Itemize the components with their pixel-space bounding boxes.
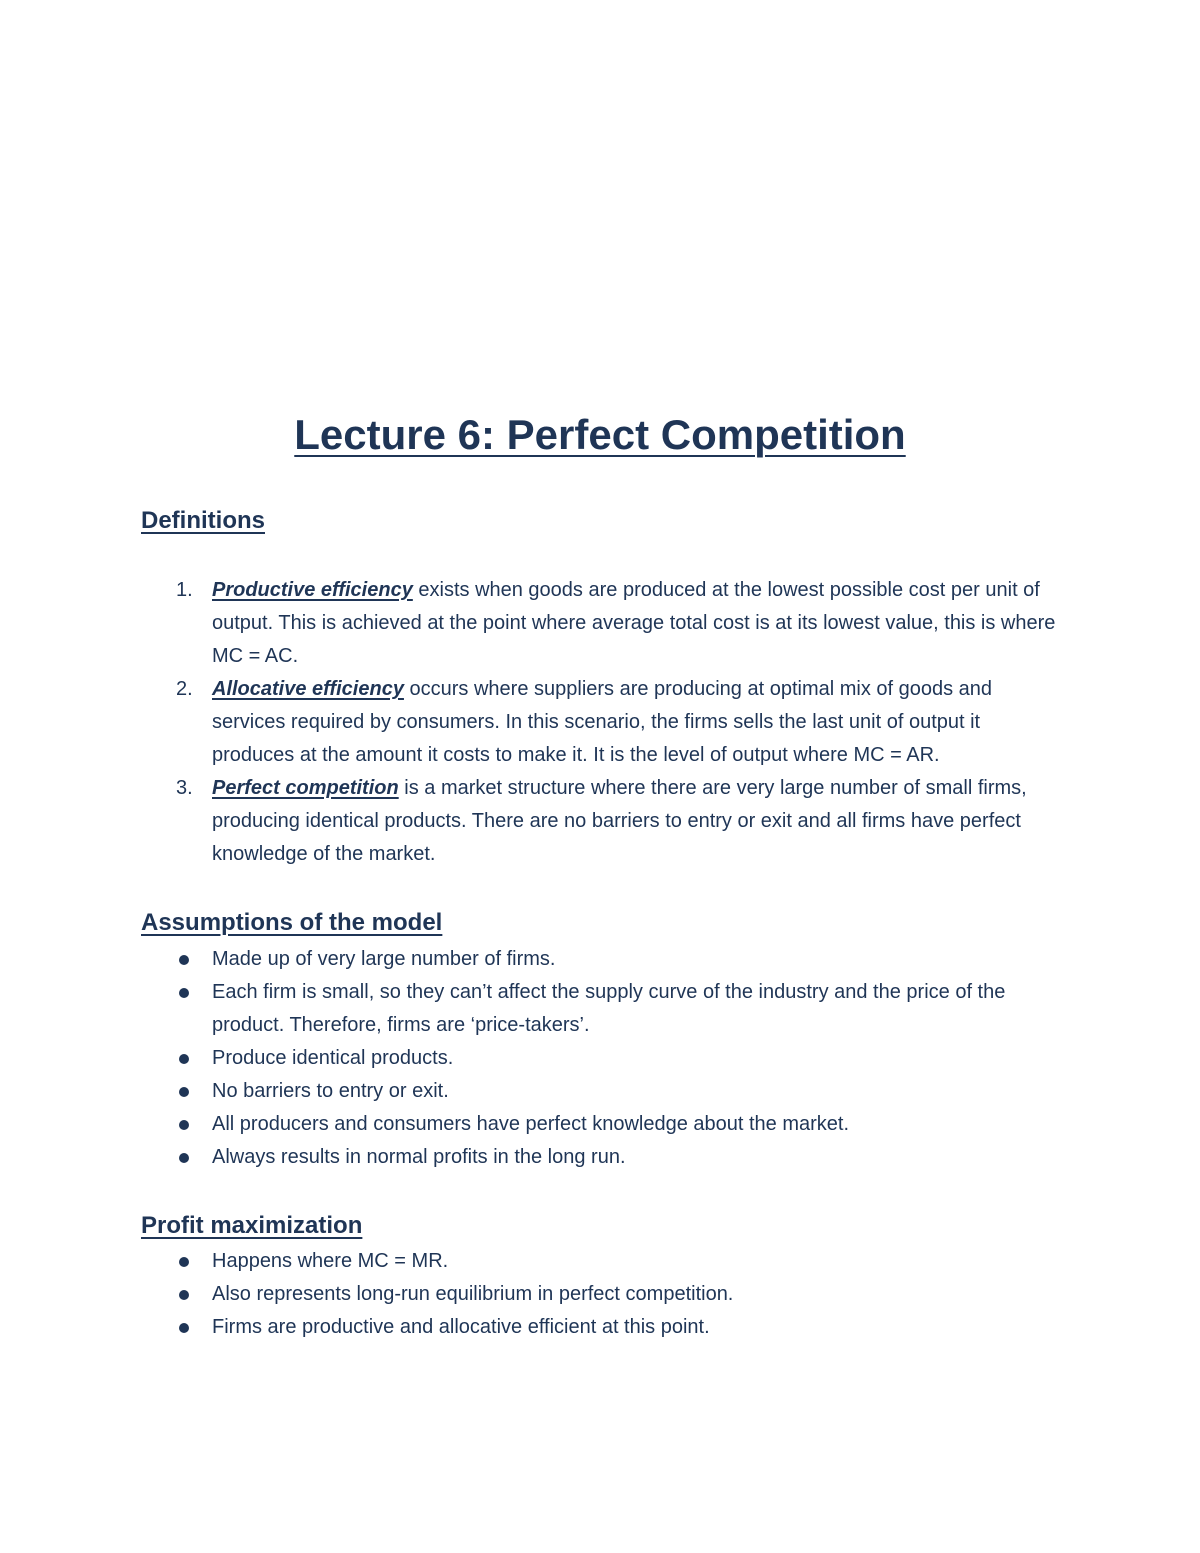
assumptions-heading: Assumptions of the model	[141, 909, 443, 936]
assumption-item	[141, 1042, 1061, 1075]
assumption-text: Produce identical products.	[212, 1047, 454, 1069]
definitions-list	[141, 574, 1061, 871]
definition-text: occurs where suppliers are producing at optimal mix of goods and services required by consumers. In this scenario, the firms sells the last unit of output it produces at the amount it costs to make it. It is the level of output where MC = AR.	[212, 678, 993, 766]
bullet-icon	[179, 955, 189, 965]
definition-item	[141, 772, 1061, 871]
profit-list	[141, 1245, 1061, 1344]
profit-text: Firms are productive and allocative efficient at this point.	[212, 1316, 710, 1338]
assumption-text: Made up of very large number of firms.	[212, 948, 556, 970]
bullet-icon	[179, 1323, 189, 1333]
bullet-icon	[179, 1120, 189, 1130]
definition-term: Productive efficiency	[212, 579, 413, 601]
profit-item	[141, 1278, 1061, 1311]
profit-text: Also represents long-run equilibrium in perfect competition.	[212, 1283, 734, 1305]
definition-item	[141, 673, 1061, 772]
list-number: 3.	[176, 777, 193, 799]
bullet-icon	[179, 988, 189, 998]
assumptions-list	[141, 943, 1061, 1174]
assumption-item	[141, 1141, 1061, 1174]
bullet-icon	[179, 1257, 189, 1267]
bullet-icon	[179, 1054, 189, 1064]
bullet-icon	[179, 1153, 189, 1163]
assumption-text: No barriers to entry or exit.	[212, 1080, 449, 1102]
profit-item	[141, 1245, 1061, 1278]
bullet-icon	[179, 1290, 189, 1300]
page-title-text: Lecture 6: Perfect Competition	[294, 411, 906, 458]
assumption-item	[141, 1075, 1061, 1108]
profit-text: Happens where MC = MR.	[212, 1250, 449, 1272]
definition-term: Allocative efficiency	[212, 678, 404, 700]
definition-text: exists when goods are produced at the lowest possible cost per unit of output. This is achieved at the point where average total cost is at its lowest value, this is where MC = AC.	[212, 579, 1056, 667]
profit-heading: Profit maximization	[141, 1212, 363, 1239]
assumption-item	[141, 1108, 1061, 1141]
definition-term: Perfect competition	[212, 777, 399, 799]
page-title	[0, 407, 1200, 463]
assumption-item	[141, 976, 1061, 1042]
bullet-icon	[179, 1087, 189, 1097]
assumption-item	[141, 943, 1061, 976]
list-number: 2.	[176, 678, 193, 700]
assumption-text: Always results in normal profits in the long run.	[212, 1146, 626, 1168]
list-number: 1.	[176, 579, 193, 601]
definitions-heading: Definitions	[141, 507, 265, 534]
assumption-text: All producers and consumers have perfect knowledge about the market.	[212, 1113, 850, 1135]
definition-text: is a market structure where there are very large number of small firms, producing identical products. There are no barriers to entry or exit and all firms have perfect knowledge of the market.	[212, 777, 1027, 865]
profit-item	[141, 1311, 1061, 1344]
assumption-text: Each firm is small, so they can’t affect the supply curve of the industry and the price of the product. Therefore, firms are ‘price-takers’.	[212, 981, 1006, 1036]
definition-item	[141, 574, 1061, 673]
